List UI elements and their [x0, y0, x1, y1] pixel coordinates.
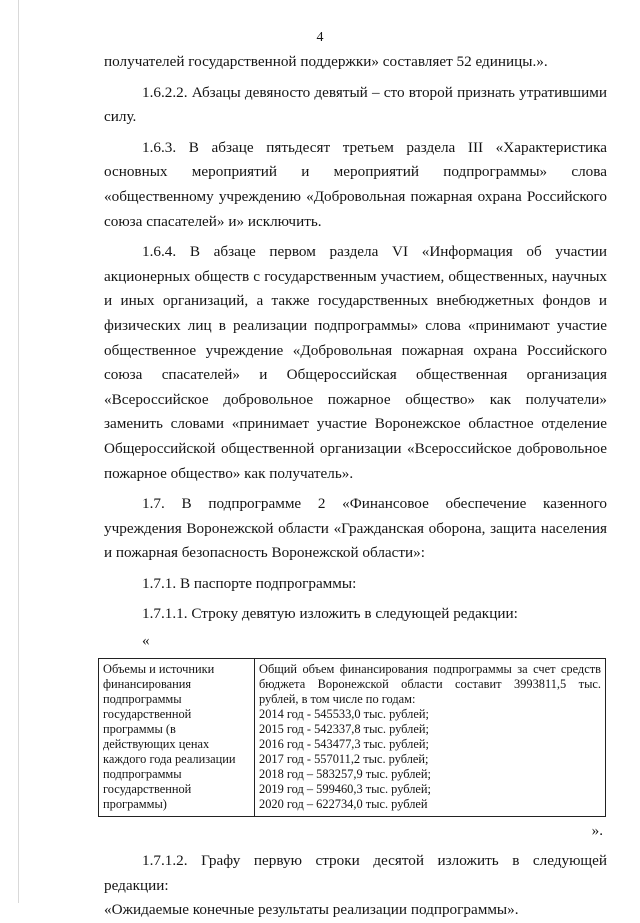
label-line: подпрограммы	[103, 766, 182, 781]
financing-value-cell	[255, 658, 606, 816]
year-line-2020: 2020 год – 622734,0 тыс. рублей	[259, 796, 428, 811]
label-line: финансирования	[103, 676, 192, 691]
paragraph-1-7-1-1: 1.7.1.1. Строку девятую изложить в следующей редакции:	[142, 605, 518, 623]
year-line-2015: 2015 год - 542337,8 тыс. рублей;	[259, 721, 429, 736]
year-line-2019: 2019 год – 599460,3 тыс. рублей;	[259, 781, 431, 796]
paragraph-1-6-3: 1.6.3. В абзаце пятьдесят третьем раздела III «Характеристика основных мероприятий и мероприятий подпрограммы» слова «общественному учреждению «Добровольная пожарная охрана Российского союза спасателей» и» исключить.	[104, 138, 607, 230]
document-body	[104, 50, 607, 923]
label-line: программы (в	[103, 721, 176, 736]
year-line-2016: 2016 год - 543477,3 тыс. рублей;	[259, 736, 429, 751]
paragraph-continuation: получателей государственной поддержки» составляет 52 единицы.».	[104, 53, 548, 70]
year-line-2018: 2018 год – 583257,9 тыс. рублей;	[259, 766, 431, 781]
intro-line: Общий объем финансирования подпрограммы за счет средств	[259, 661, 601, 676]
label-line: Объемы и источники	[103, 661, 215, 676]
paragraph-1-7-1: 1.7.1. В паспорте подпрограммы:	[142, 574, 357, 592]
paragraph-1-7-1-2: 1.7.1.2. Графу первую строки десятой изложить в следующей редакции:	[104, 852, 607, 894]
page-number: 4	[316, 30, 324, 45]
closing-quote: ».	[591, 821, 603, 839]
label-line: государственной	[103, 706, 192, 721]
opening-quote: «	[142, 632, 150, 650]
paragraph-expected-results: «Ожидаемые конечные результаты реализации подпрограммы».	[104, 901, 519, 919]
financing-label-cell	[99, 658, 255, 816]
label-line: каждого года реализации	[103, 751, 236, 766]
paragraph-1-6-4: 1.6.4. В абзаце первом раздела VI «Информация об участии акционерных обществ с государственным участием, общественных, научных и иных организаций, а также государственных внебюджетных фондов и физических лиц в реализации подпрограммы» слова «принимают участие общественное учреждение «Добровольная пожарная охрана Российского союза спасателей» и Общероссийская общественная организация «Всероссийское добровольное пожарное общество» как получатели» заменить словами «принимает участие Воронежское областное отделение Общероссийской общественной организации «Всероссийское добровольное пожарное общество» как получатель».	[104, 243, 607, 482]
intro-line: бюджета Воронежской области составит 3993811,5 тыс.	[259, 676, 601, 691]
year-line-2017: 2017 год - 557011,2 тыс. рублей;	[259, 751, 429, 766]
table-row	[99, 658, 606, 816]
financing-table	[98, 658, 606, 817]
label-line: подпрограммы	[103, 691, 182, 706]
year-line-2014: 2014 год - 545533,0 тыс. рублей;	[259, 706, 429, 721]
label-line: действующих ценах	[103, 736, 210, 751]
paragraph-1-7: 1.7. В подпрограмме 2 «Финансовое обеспечение казенного учреждения Воронежской области «Гражданская оборона, защита населения и пожарная безопасность Воронежской области»:	[104, 495, 607, 562]
paragraph-1-6-2-2: 1.6.2.2. Абзацы девяносто девятый – сто второй признать утратившими силу.	[104, 83, 607, 126]
scan-edge-line	[18, 0, 19, 903]
label-line: государственной	[103, 781, 192, 796]
label-line: программы)	[103, 796, 167, 811]
intro-line: рублей, в том числе по годам:	[259, 691, 416, 706]
